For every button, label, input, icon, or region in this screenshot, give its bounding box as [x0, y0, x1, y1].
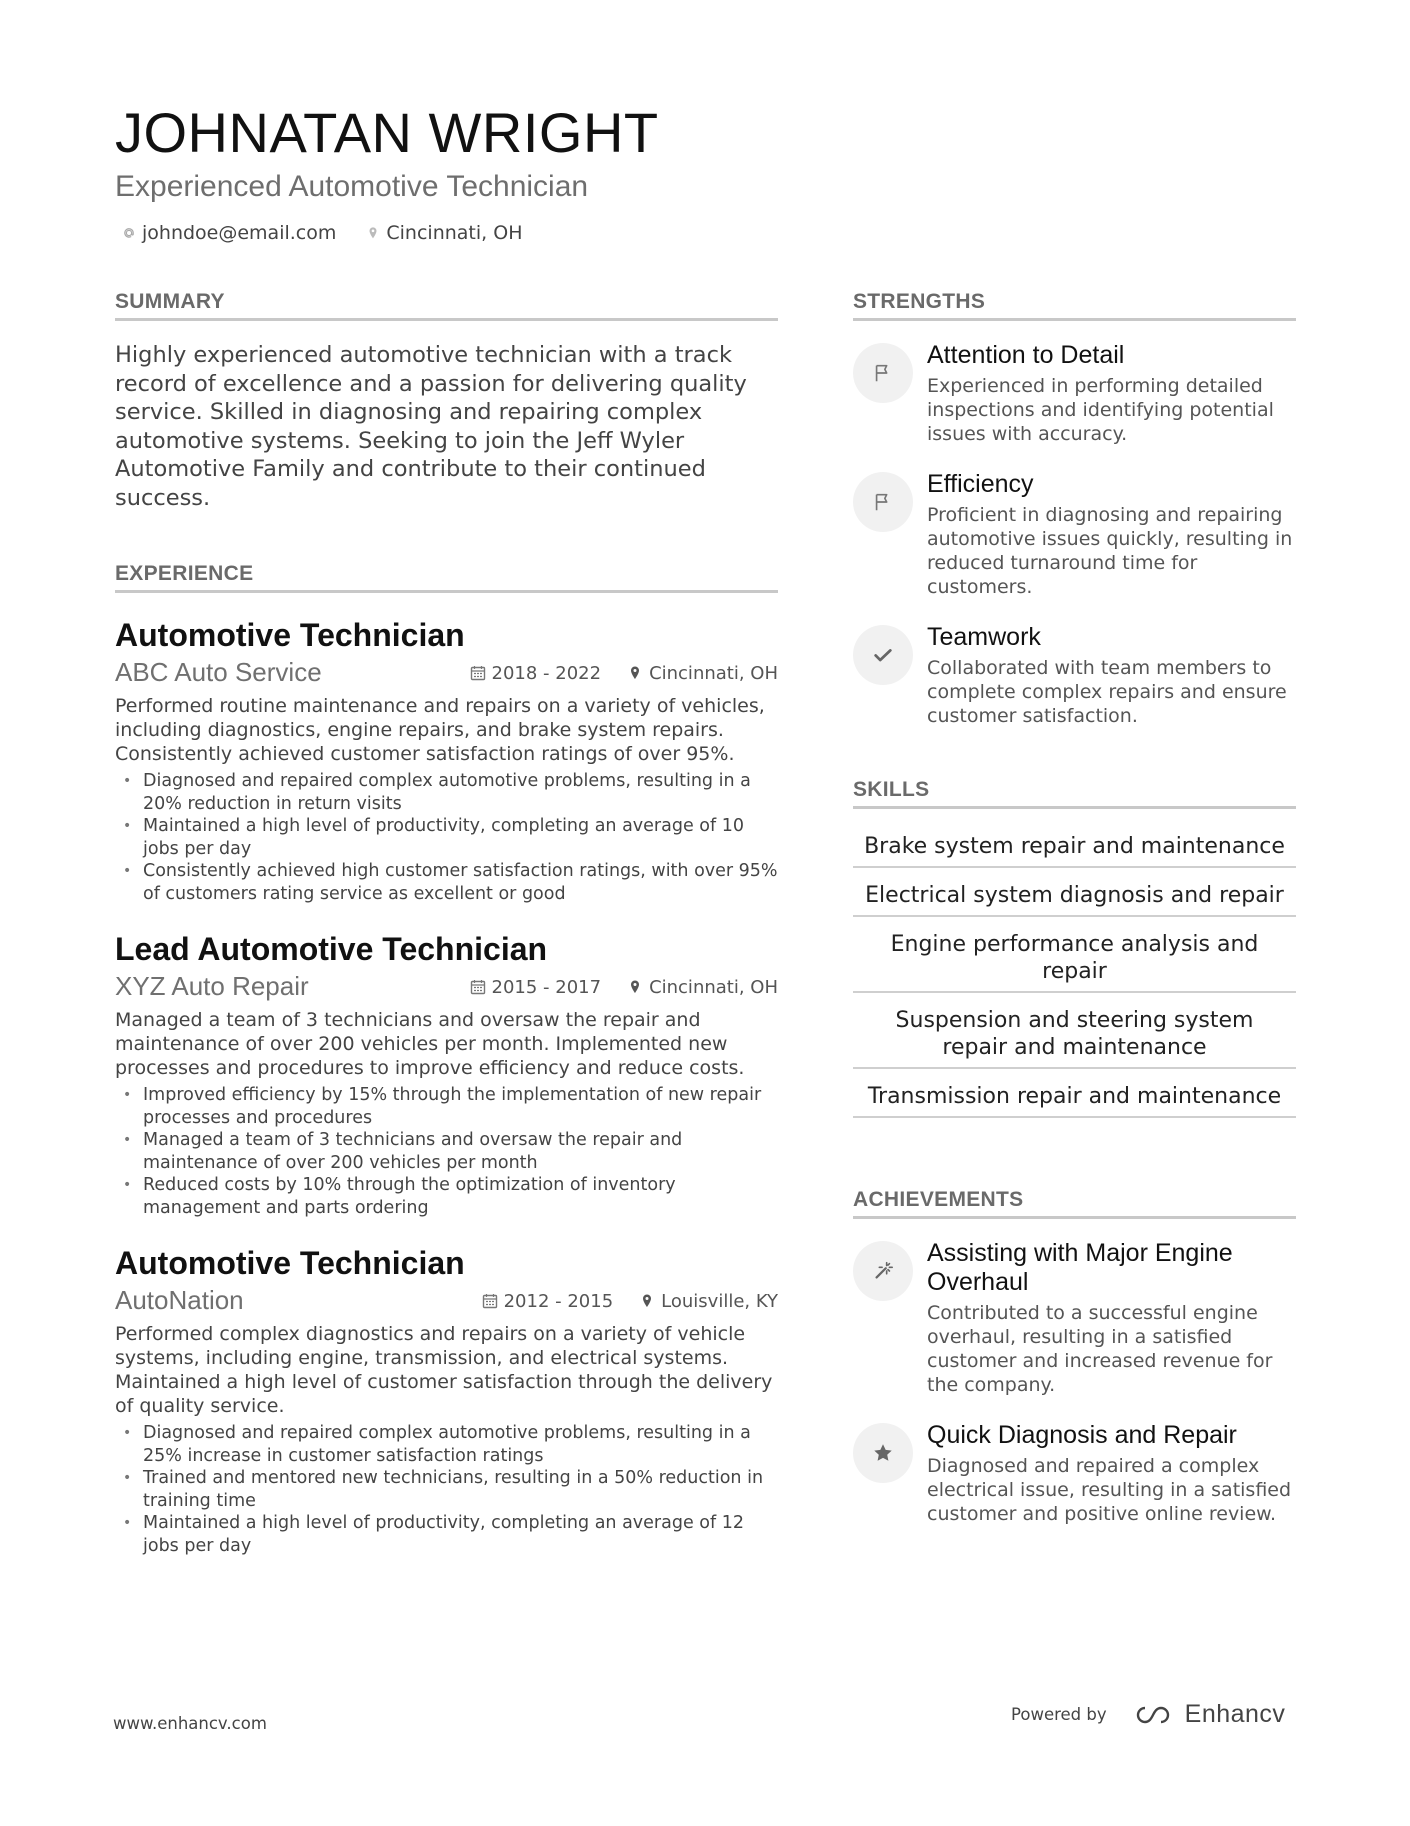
location-pin-icon	[366, 226, 380, 240]
achievements-list	[853, 1239, 1296, 1526]
flag-icon	[853, 343, 913, 403]
enhancv-logo-icon	[1131, 1704, 1175, 1726]
brand-name: Enhancv	[1184, 1700, 1286, 1728]
calendar-icon	[470, 665, 486, 681]
strength-item	[853, 470, 1296, 599]
experience-bullet: • Consistently achieved high customer satisfaction ratings, with over 95% of customers rating service as excellent or good	[115, 860, 778, 905]
job-location-text: Cincinnati, OH	[649, 976, 778, 998]
experience-heading: EXPERIENCE	[115, 562, 778, 593]
experience-bullet: • Maintained a high level of productivity, completing an average of 12 jobs per day	[115, 1512, 778, 1557]
experience-bullet: • Managed a team of 3 technicians and oversaw the repair and maintenance of over 200 vehicles per month	[115, 1129, 778, 1174]
feature-body	[927, 470, 1296, 599]
job-dates	[470, 663, 602, 684]
job-dates	[482, 1291, 614, 1312]
achievement-item	[853, 1421, 1296, 1526]
feature-description: Proficient in diagnosing and repairing automotive issues quickly, resulting in reduced turnaround time for customers.	[927, 504, 1293, 598]
strength-item	[853, 341, 1296, 446]
job-description: Performed routine maintenance and repairs on a variety of vehicles, including diagnostics, engine repairs, and brake system repairs. Consistently achieved customer satisfaction ratings of over 95%.	[115, 695, 765, 765]
job-meta-row	[115, 657, 778, 688]
feature-body	[927, 341, 1296, 446]
experience-bullet: • Diagnosed and repaired complex automotive problems, resulting in a 20% reduction in return visits	[115, 770, 778, 815]
feature-title: Teamwork	[927, 623, 1041, 651]
job-description: Managed a team of 3 technicians and oversaw the repair and maintenance of over 200 vehicles per month. Implemented new processes and procedures to improve efficiency and reduce costs.	[115, 1009, 745, 1079]
job-meta	[470, 663, 779, 684]
job-dates-text: 2015 - 2017	[491, 976, 602, 998]
contact-location	[366, 222, 522, 244]
company-name: AutoNation	[115, 1285, 244, 1315]
feature-title: Attention to Detail	[927, 341, 1125, 369]
location-pin-icon	[627, 979, 643, 995]
job-dates-text: 2012 - 2015	[503, 1290, 614, 1312]
skill-tag: Transmission repair and maintenance	[853, 1073, 1296, 1118]
achievements-heading: ACHIEVEMENTS	[853, 1188, 1296, 1219]
job-title: Automotive Technician	[115, 1245, 465, 1281]
feature-description: Collaborated with team members to complete complex repairs and ensure customer satisfaction.	[927, 657, 1287, 727]
skill-tag: Suspension and steering system repair and maintenance	[853, 997, 1296, 1069]
job-meta-row	[115, 1285, 778, 1316]
skill-tag: Brake system repair and maintenance	[853, 823, 1296, 868]
footer-website[interactable]: www.enhancv.com	[113, 1714, 267, 1733]
left-column	[115, 290, 778, 1557]
feature-title: Quick Diagnosis and Repair	[927, 1421, 1237, 1449]
experience-bullet: • Diagnosed and repaired complex automotive problems, resulting in a 25% increase in customer satisfaction ratings	[115, 1422, 778, 1467]
skill-tag: Engine performance analysis and repair	[853, 921, 1296, 993]
job-location-text: Cincinnati, OH	[649, 662, 778, 684]
star-icon	[853, 1423, 913, 1483]
experience-entry	[115, 929, 778, 1219]
job-location	[639, 1291, 778, 1312]
strength-item	[853, 623, 1296, 728]
experience-list	[115, 615, 778, 1557]
flag-icon	[853, 472, 913, 532]
summary-heading: SUMMARY	[115, 290, 778, 321]
contact-row	[122, 222, 522, 244]
job-dates	[470, 977, 602, 998]
feature-body	[927, 1239, 1296, 1397]
wand-icon	[853, 1241, 913, 1301]
powered-by-label: Powered by	[1011, 1705, 1107, 1724]
feature-body	[927, 1421, 1296, 1526]
job-bullets	[115, 770, 778, 905]
strengths-heading: STRENGTHS	[853, 290, 1296, 321]
candidate-name: JOHNATAN WRIGHT	[115, 101, 659, 164]
job-description: Performed complex diagnostics and repairs on a variety of vehicle systems, including engine, transmission, and electrical systems. Maintained a high level of customer satisfaction through the delivery of quality service.	[115, 1323, 773, 1417]
job-bullets	[115, 1422, 778, 1557]
location-pin-icon	[627, 665, 643, 681]
contact-email[interactable]	[122, 222, 336, 244]
experience-bullet: • Trained and mentored new technicians, resulting in a 50% reduction in training time	[115, 1467, 778, 1512]
job-title: Automotive Technician	[115, 617, 465, 653]
job-location-text: Louisville, KY	[661, 1290, 778, 1312]
skills-list	[853, 823, 1296, 1118]
company-name: XYZ Auto Repair	[115, 971, 309, 1001]
summary-text: Highly experienced automotive technician with a track record of excellence and a passion for delivering quality service. Skilled in diagnosing and repairing complex automotive systems. Seeking to join the Jeff Wyler Automotive Family and contribute to their continued success.	[115, 342, 747, 511]
job-bullets	[115, 1084, 778, 1219]
calendar-icon	[470, 979, 486, 995]
feature-title: Assisting with Major Engine Overhaul	[927, 1239, 1233, 1296]
feature-description: Experienced in performing detailed inspections and identifying potential issues with accuracy.	[927, 375, 1274, 445]
job-location	[627, 977, 778, 998]
job-meta	[470, 977, 779, 998]
job-meta-row	[115, 971, 778, 1002]
experience-entry	[115, 1243, 778, 1557]
experience-entry	[115, 615, 778, 905]
job-title: Lead Automotive Technician	[115, 931, 548, 967]
strengths-list	[853, 341, 1296, 728]
job-location	[627, 663, 778, 684]
feature-title: Efficiency	[927, 470, 1034, 498]
company-name: ABC Auto Service	[115, 657, 322, 687]
feature-description: Contributed to a successful engine overhaul, resulting in a satisfied customer and increased revenue for the company.	[927, 1302, 1273, 1396]
job-dates-text: 2018 - 2022	[491, 662, 602, 684]
email-text: johndoe@email.com	[142, 222, 337, 244]
skill-tag: Electrical system diagnosis and repair	[853, 872, 1296, 917]
job-meta	[482, 1291, 778, 1312]
footer-brand-area	[1011, 1700, 1285, 1729]
skills-heading: SKILLS	[853, 778, 1296, 809]
achievement-item	[853, 1239, 1296, 1397]
feature-description: Diagnosed and repaired a complex electrical issue, resulting in a satisfied customer and positive online review.	[927, 1455, 1292, 1525]
experience-bullet: • Maintained a high level of productivity, completing an average of 10 jobs per day	[115, 815, 778, 860]
candidate-title: Experienced Automotive Technician	[115, 170, 589, 203]
brand-logo[interactable]	[1131, 1700, 1286, 1729]
feature-body	[927, 623, 1296, 728]
at-icon	[122, 226, 136, 240]
calendar-icon	[482, 1293, 498, 1309]
right-column	[853, 290, 1296, 1526]
location-text: Cincinnati, OH	[386, 222, 523, 244]
checkmark-icon	[853, 625, 913, 685]
experience-bullet: • Reduced costs by 10% through the optimization of inventory management and parts ordering	[115, 1174, 778, 1219]
location-pin-icon	[639, 1293, 655, 1309]
experience-bullet: • Improved efficiency by 15% through the implementation of new repair processes and procedures	[115, 1084, 778, 1129]
